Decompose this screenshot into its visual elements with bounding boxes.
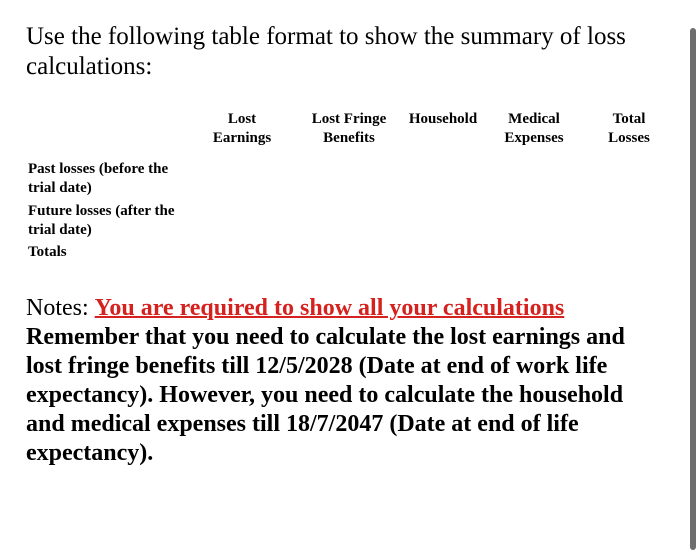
column-header-household: Household xyxy=(408,111,478,127)
column-header-total-losses: Total Losses xyxy=(608,111,650,146)
row-label-future-losses: Future losses (after the trial date) xyxy=(28,203,175,238)
notes-paragraph xyxy=(26,294,666,468)
column-header-lost-earnings: Lost Earnings xyxy=(212,111,272,146)
instructions-text: Use the following table format to show the summary of loss calculations: xyxy=(26,23,626,80)
row-label-past-losses: Past losses (before the trial date) xyxy=(28,161,169,196)
notes-label: Notes: xyxy=(26,295,89,321)
column-header-medical-expenses: Medical Expenses xyxy=(504,111,564,146)
notes-emphasis: You are required to show all your calculations xyxy=(94,295,565,321)
column-header-lost-fringe-benefits: Lost Fringe Benefits xyxy=(311,111,387,146)
row-label-totals: Totals xyxy=(28,244,67,260)
scrollbar[interactable] xyxy=(690,28,696,550)
notes-body: Remember that you need to calculate the lost earnings and lost fringe benefits till 12/5/2028 (Date at end of work life expectancy). However, you need to calculate the household and medical expenses till 18/7/2047 (Date at end of life expectancy). xyxy=(26,324,625,466)
